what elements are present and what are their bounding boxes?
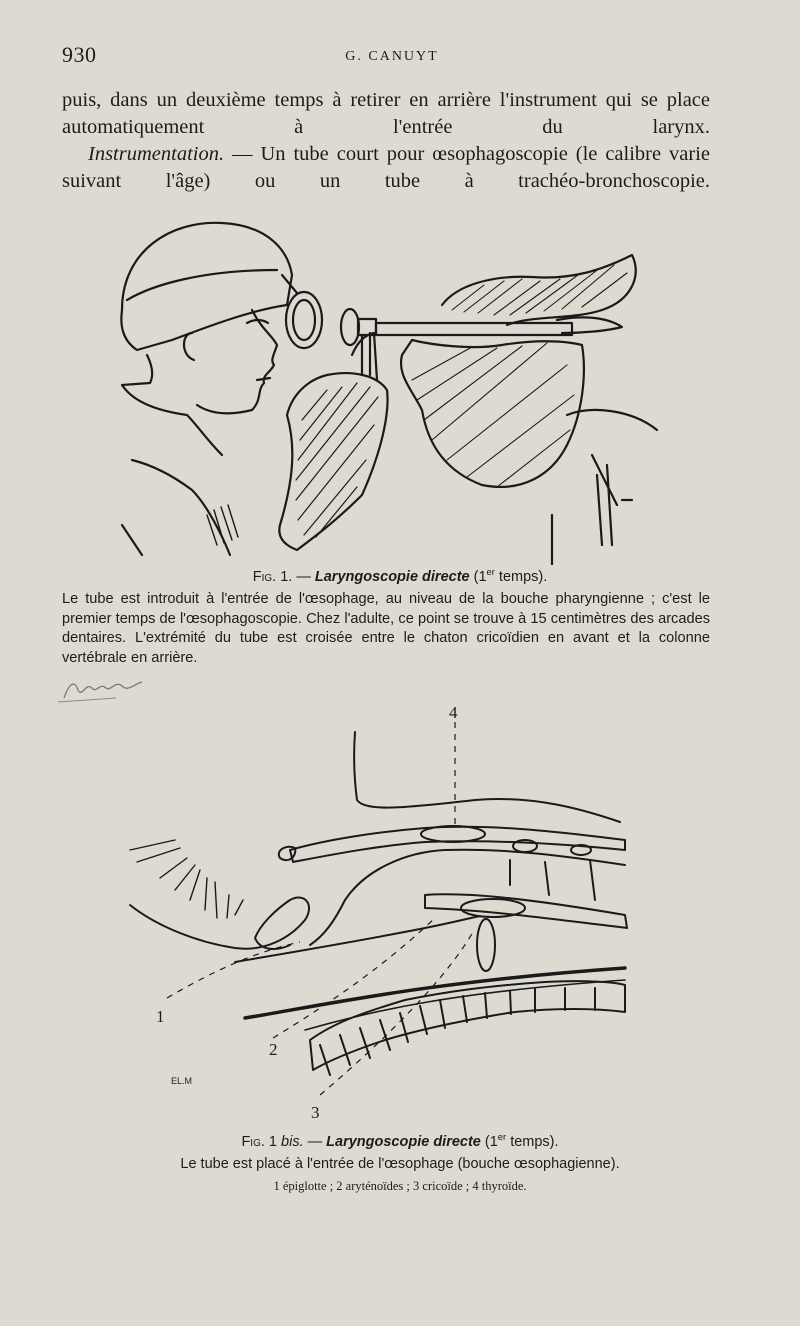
page-number: 930 [62, 42, 97, 67]
figure-1-bis-diagram [125, 700, 645, 1120]
laryngoscope-tube [376, 323, 572, 335]
marker-1: 1 [156, 1007, 165, 1026]
figure-1-sup: er [486, 566, 495, 577]
body-text [62, 87, 710, 195]
arytenoid-cartilage [477, 919, 495, 971]
figure-1-illustration [112, 215, 672, 565]
paragraph-2-text: — Un tube court pour œsophagoscopie (le calibre varie suivant l'âge) ou un tube à trachéo-bronchoscopie. [62, 143, 710, 192]
cricoid-cartilage [425, 894, 627, 928]
figure-1-caption-title [0, 566, 800, 585]
figure-1-bis-paren-open: (1 [480, 1133, 498, 1150]
surgeon-arm [279, 373, 387, 550]
artist-mark: EL.M [171, 1076, 193, 1086]
page-header [62, 42, 722, 72]
patient-head [442, 255, 636, 325]
figure-1-bis-paren-close: temps). [506, 1133, 559, 1150]
figure-1-bis-title: Laryngoscopie directe [326, 1133, 481, 1150]
running-head: G. CANUYT [345, 49, 439, 64]
leader-line-3 [320, 932, 473, 1095]
figure-1-bis-caption-title [0, 1131, 800, 1150]
figure-1-paren-open: (1 [469, 568, 487, 585]
figure-1-bis-legend: 1 épiglotte ; 2 aryténoïdes ; 3 cricoïde ; 4 thyroïde. [273, 1179, 527, 1193]
marker-3: 3 [311, 1103, 320, 1120]
figure-1-bis-label: Fig. 1 [241, 1133, 277, 1150]
paragraph-1: puis, dans un deuxième temps à retirer en arrière l'instrument qui se place automatiquement à l'entrée du larynx. [62, 89, 710, 138]
paragraph-2 [62, 141, 710, 195]
figure-1-bis-sup: er [497, 1131, 507, 1142]
figure-1-bis-label-it: bis. [277, 1133, 304, 1150]
figure-1-dash: — [292, 568, 315, 585]
marker-4: 4 [449, 703, 458, 722]
thyroid-cartilage [290, 827, 625, 862]
figure-1-bis-description: Le tube est placé à l'entrée de l'œsophage (bouche œsophagienne). [180, 1156, 620, 1172]
marker-2: 2 [269, 1040, 278, 1059]
paragraph-2-label: Instrumentation. [88, 143, 225, 165]
leader-line-2 [273, 918, 435, 1038]
figure-1-title: Laryngoscopie directe [314, 568, 470, 585]
figure-1-description: Le tube est introduit à l'entrée de l'œsophage, au niveau de la bouche pharyngienne ; c'est le premier temps de l'œsophagoscopie. Chez l'adulte, ce point se trouve à 15 centimètres des arcades dentaires. L'extrémité du tube est croisée entre le chaton cricoïdien en avant et la colonne vertébrale en arrière. [62, 591, 710, 666]
leader-line-1 [167, 942, 300, 998]
figure-1-bis-dash: — [303, 1133, 327, 1150]
figure-1-label: Fig. 1. [252, 568, 293, 585]
figure-1-paren-close: temps). [494, 568, 548, 585]
laryngoscope-eyepiece [341, 309, 359, 345]
